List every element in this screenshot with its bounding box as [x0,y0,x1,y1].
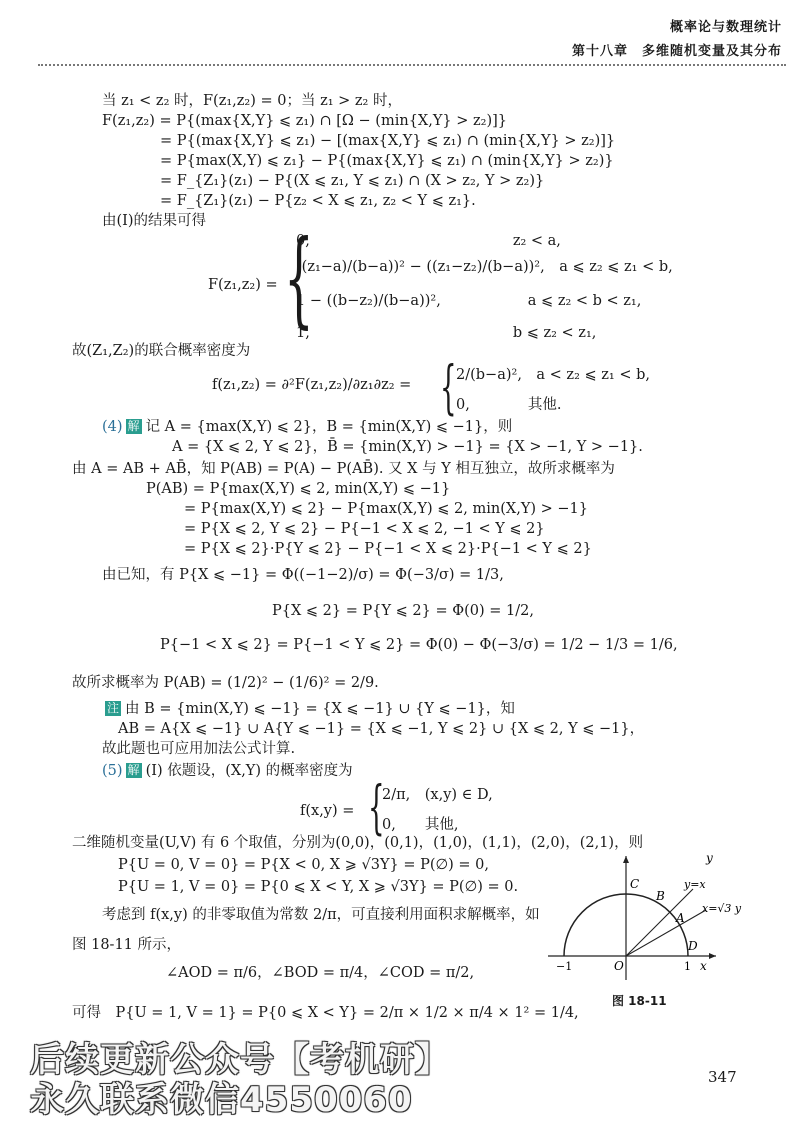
header-divider [38,64,786,66]
text-line: AB = A{X ⩽ −1} ∪ A{Y ⩽ −1} = {X ⩽ −1, Y ⩽ 2} ∪ {X ⩽ 2, Y ⩽ −1}， [118,721,645,737]
chapter-title: 第十八章 多维随机变量及其分布 [571,44,782,59]
book-title: 概率论与数理统计 [669,20,782,35]
piecewise-case: 1 − ((b−z₂)/(b−a))², a ⩽ z₂ < b < z₁, [296,293,642,309]
line-a-label: x=√3 y [702,902,742,915]
point-d-label: D [688,939,698,953]
point-b-label: B [656,889,665,903]
text-line: 故所求概率为 P(AB) = (1/2)² − (1/6)² = 2/9. [72,675,379,691]
text-line: 故此题也可应用加法公式计算. [102,741,296,757]
piecewise-case: 1, b ⩽ z₂ < z₁, [296,325,597,341]
y-axis-arrow [623,856,629,863]
figure-18-11 [548,848,748,988]
piecewise-case: 0, z₂ < a, [296,233,561,249]
point-a-label: A [676,911,685,925]
text-line: 由 B = {min(X,Y) ⩽ −1} = {X ⩽ −1} ∪ {Y ⩽ −1}，知 [125,701,515,717]
left-brace: { [440,353,457,421]
text-line: 当 z₁ < z₂ 时，F(z₁,z₂) = 0；当 z₁ > z₂ 时， [102,93,402,109]
piecewise-case: ((z₁−a)/(b−a))² − ((z₁−z₂)/(b−a))², a ⩽ z₂ ⩽ z₁ < b, [296,259,673,275]
text-line: = F_{Z₁}(z₁) − P{z₂ < X ⩽ z₁, z₂ < Y ⩽ z₁}. [160,193,476,209]
density-case: 2/π, (x,y) ∈ D, [382,787,493,803]
part4-header [102,418,512,436]
figure-caption: 图 18-11 [612,994,667,1008]
text-line: P{U = 0, V = 0} = P{X < 0, X ⩾ √3Y} = P(∅) = 0, [118,857,490,873]
text-line: F(z₁,z₂) = P{(max{X,Y} ⩽ z₁) ∩ [Ω − (min{X,Y} > z₂)]} [102,113,508,129]
text-line: 由已知，有 P{X ⩽ −1} = Φ((−1−2)/σ) = Φ(−3/σ) = 1/3, [102,567,504,583]
density-lhs: f(x,y) = [300,803,355,819]
text-line: ∠AOD = π/6，∠BOD = π/4，∠COD = π/2, [166,965,475,981]
text-line: P{−1 < X ⩽ 2} = P{−1 < Y ⩽ 2} = Φ(0) − Φ(−3/σ) = 1/2 − 1/3 = 1/6, [160,637,678,653]
watermark-line-2: 永久联系微信4550060 [30,1080,413,1120]
part-number: (5) [102,763,123,779]
density-case: 0, 其他, [382,817,459,833]
note-tag: 注 [107,701,120,715]
page-number: 347 [708,1068,737,1086]
x-axis-arrow [709,953,716,959]
text-line: = P{(max{X,Y} ⩽ z₁) − [(max{X,Y} ⩽ z₁) ∩ (min{X,Y} > z₂)]} [160,133,616,149]
text-line: 考虑到 f(x,y) 的非零取值为常数 2/π，可直接利用面积求解概率，如 [102,907,540,923]
text-line: P{U = 1, V = 0} = P{0 ⩽ X < Y, X ⩾ √3Y} = P(∅) = 0. [118,879,519,895]
line-b-label: y=x [684,878,706,891]
text-line: = P{max(X,Y) ⩽ z₁} − P{(max{X,Y} ⩽ z₁) ∩ (min{X,Y} > z₂)} [160,153,614,169]
neg-one-label: −1 [556,960,573,973]
watermark-line-1: 后续更新公众号【考机研】 [30,1040,450,1080]
text-line: = P{max(X,Y) ⩽ 2} − P{max(X,Y) ⩽ 2, min(X,Y) > −1} [184,501,589,517]
piecewise-lhs: F(z₁,z₂) = [208,277,278,293]
text-line: P{X ⩽ 2} = P{Y ⩽ 2} = Φ(0) = 1/2, [272,603,534,619]
text-line: 记 A = {max(X,Y) ⩽ 2}，B = {min(X,Y) ⩽ −1}，则 [145,419,513,435]
note-line [102,700,515,718]
solution-tag: 解 [127,763,140,777]
text-line: 图 18-11 所示， [72,937,182,953]
x-axis-label: x [700,959,707,973]
y-axis-label: y [706,851,713,865]
solution-tag: 解 [127,419,140,433]
left-brace: { [284,217,314,339]
text-line: = F_{Z₁}(z₁) − P{(X ⩽ z₁, Y ⩽ z₁) ∩ (X > z₂, Y > z₂)} [160,173,545,189]
density-lhs: f(z₁,z₂) = ∂²F(z₁,z₂)/∂z₁∂z₂ = [212,377,412,393]
text-line: 故(Z₁,Z₂)的联合概率密度为 [72,343,251,359]
text-line: 由(Ⅰ)的结果可得 [102,213,207,229]
origin-label: O [614,959,624,973]
text-line: P(AB) = P{max(X,Y) ⩽ 2, min(X,Y) ⩽ −1} [146,481,451,497]
part-number: (4) [102,419,123,435]
text-line: = P{X ⩽ 2}·P{Y ⩽ 2} − P{−1 < X ⩽ 2}·P{−1 < Y ⩽ 2} [184,541,592,557]
point-c-label: C [630,877,640,891]
text-line: = P{X ⩽ 2, Y ⩽ 2} − P{−1 < X ⩽ 2, −1 < Y ⩽ 2} [184,521,545,537]
text-line: 二维随机变量(U,V) 有 6 个取值，分别为(0,0)，(0,1)，(1,0)，(1,1)，(2,0)，(2,1)，则 [72,835,644,851]
text-line: A = {X ⩽ 2, Y ⩽ 2}，B̄ = {min(X,Y) > −1} = {X > −1, Y > −1}. [172,439,643,455]
density-case: 2/(b−a)², a < z₂ ⩽ z₁ < b, [456,367,650,383]
text-line: 由 A = AB + AB̄，知 P(AB) = P(A) − P(AB̄). 又 X 与 Y 相互独立，故所求概率为 [72,461,615,477]
density-case: 0, 其他. [456,397,562,413]
left-brace: { [368,773,385,841]
text-line: (Ⅰ) 依题设，(X,Y) 的概率密度为 [145,763,353,779]
one-label: 1 [684,960,691,973]
part5-header [102,762,353,780]
text-line: 可得 P{U = 1, V = 1} = P{0 ⩽ X < Y} = 2/π × 1/2 × π/4 × 1² = 1/4, [72,1005,579,1021]
